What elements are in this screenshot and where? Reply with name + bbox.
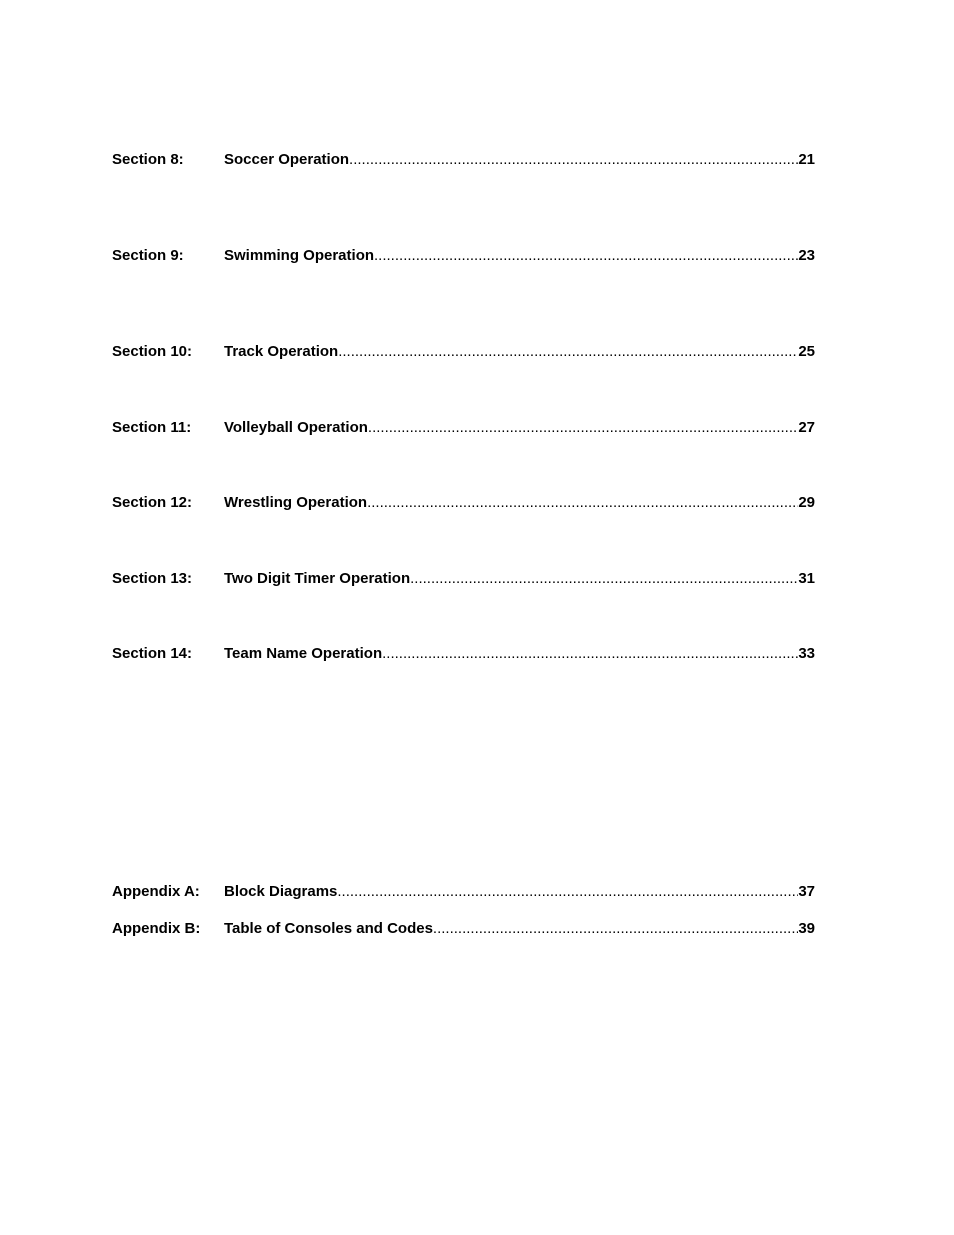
toc-entry-appendix-a[interactable] [112,882,815,902]
toc-entry-label: Section 10: [112,343,193,360]
toc-entry-page: 31 [798,570,815,587]
toc-entry-title: Volleyball Operation [224,419,368,436]
toc-entry-title: Soccer Operation [224,151,350,168]
dot-leader [337,882,798,902]
toc-entry-appendix-b[interactable] [112,919,815,939]
toc-entry-title: Two Digit Timer Operation [224,570,411,587]
toc-entry-label: Section 14: [112,645,193,662]
toc-entry-section-11[interactable] [112,418,815,438]
dot-leader [368,418,798,438]
toc-entry-page: 23 [798,247,815,264]
dot-leader [338,342,798,362]
dot-leader [382,644,798,664]
toc-entry-label: Appendix B: [112,920,201,937]
toc-entry-label: Section 11: [112,419,192,436]
dot-leader [374,246,798,266]
toc-entry-section-13[interactable] [112,569,815,589]
toc-entry-label: Section 13: [112,570,193,587]
toc-entry-label: Section 12: [112,494,193,511]
toc-entry-label: Appendix A: [112,883,200,900]
toc-entry-title: Track Operation [224,343,339,360]
dot-leader [433,919,798,939]
toc-entry-section-8[interactable] [112,150,815,170]
toc-entry-section-10[interactable] [112,342,815,362]
toc-entry-page: 25 [798,343,815,360]
toc-entry-page: 33 [798,645,815,662]
dot-leader [367,493,798,513]
toc-entry-title: Team Name Operation [224,645,383,662]
toc-entry-title: Table of Consoles and Codes [224,920,433,937]
toc-entry-section-14[interactable] [112,644,815,664]
toc-entry-section-9[interactable] [112,246,815,266]
toc-entry-page: 39 [798,920,815,937]
dot-leader [410,569,798,589]
toc-entry-label: Section 8: [112,151,184,168]
toc-entry-label: Section 9: [112,247,184,264]
toc-entry-section-12[interactable] [112,493,815,513]
toc-entry-page: 37 [798,883,815,900]
toc-entry-title: Swimming Operation [224,247,375,264]
toc-entry-title: Wrestling Operation [224,494,368,511]
toc-entry-title: Block Diagrams [224,883,338,900]
toc-entry-page: 21 [798,151,815,168]
toc-entry-page: 29 [798,494,815,511]
dot-leader [349,150,798,170]
toc-entry-page: 27 [798,419,815,436]
